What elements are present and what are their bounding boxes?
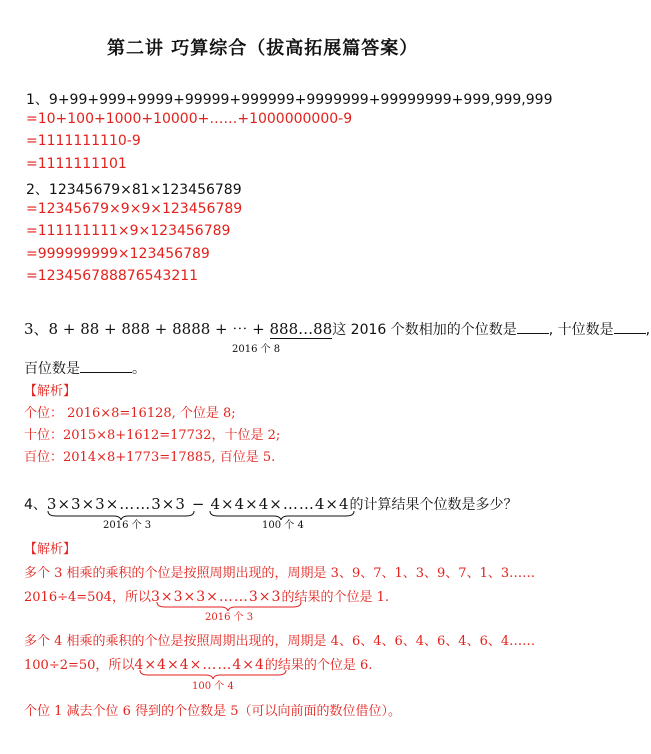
problem-4-conclusion: 个位 1 减去个位 6 得到的个位数是 5（可以向前面的数位借位）。	[24, 704, 401, 719]
problem-3-question	[24, 318, 650, 339]
problem-4-analysis-1: 多个 3 相乘的乘积的个位是按照周期出现的，周期是 3、9、7、1、3、9、7、1、3……	[24, 566, 536, 581]
problem-4-sub-b: 100 个 4	[262, 520, 304, 531]
problem-4-analysis-4-expr: 4×4×4×……4×4	[134, 657, 265, 673]
problem-1-step-3: =1111111101	[26, 156, 127, 172]
problem-3-analysis-label: 【解析】	[24, 384, 77, 399]
problem-2-question: 2、12345679×81×123456789	[26, 182, 242, 198]
problem-4-analysis-label: 【解析】	[24, 542, 77, 557]
problem-3-blank-units	[517, 321, 549, 334]
problem-3-blank-hundreds	[80, 360, 132, 373]
problem-4-expr-a: 3×3×3×……3×3	[46, 495, 186, 513]
problem-2-step-2: =111111111×9×123456789	[26, 223, 231, 239]
problem-3-end: ,	[645, 322, 651, 338]
problem-4-sub-a: 2016 个 3	[103, 520, 152, 531]
problem-3-term	[270, 320, 333, 338]
problem-1-step-1: =10+100+1000+10000+……+1000000000-9	[26, 111, 353, 127]
problem-3-term-subscript: 2016 个 8	[232, 344, 281, 355]
problem-4-tail: 的计算结果个位数是多少？	[349, 497, 518, 513]
problem-4-analysis-4-sub: 100 个 4	[192, 681, 234, 692]
problem-1-step-2: =1111111110-9	[26, 133, 141, 149]
page-title: 第二讲 巧算综合（拔高拓展篇答案）	[107, 38, 419, 59]
problem-3-analysis-3: 百位：2014×8+1773=17885, 百位是 5.	[24, 450, 276, 465]
problem-3-analysis-2: 十位：2015×8+1612=17732，十位是 2;	[24, 428, 281, 443]
problem-3-line2	[24, 358, 146, 378]
problem-4-minus: −	[191, 495, 205, 513]
problem-3-line2-end: 。	[132, 361, 146, 377]
problem-4-analysis-3: 多个 4 相乘的乘积的个位是按照周期出现的，周期是 4、6、4、6、4、6、4、6、4……	[24, 634, 536, 649]
problem-3-term-text: 888…88	[269, 320, 333, 338]
problem-1-question: 1、9+99+999+9999+99999+999999+9999999+99999999+999,999,999	[26, 92, 553, 108]
problem-2-step-1: =12345679×9×9×123456789	[26, 201, 243, 217]
problem-4-analysis-4-pre: 100÷2=50，所以	[24, 658, 135, 673]
problem-4-analysis-2-sub: 2016 个 3	[205, 612, 254, 623]
problem-4-analysis-2-post: 的结果的个位是 1.	[281, 590, 389, 605]
problem-2-step-3: =999999999×123456789	[26, 246, 210, 262]
problem-4-analysis-2-expr: 3×3×3×……3×3	[150, 589, 282, 605]
problem-3-text: 这 2016 个数相加的个位数是	[332, 322, 517, 338]
problem-3-mid: , 十位数是	[548, 322, 614, 338]
problem-3-lead: 3、8 + 88 + 888 + 8888 + ⋯ +	[24, 320, 270, 338]
problem-4-analysis-4-post: 的结果的个位是 6.	[264, 658, 373, 673]
problem-2-step-4: =123456788876543211	[26, 268, 199, 284]
problem-3-blank-tens	[614, 321, 646, 334]
problem-4-analysis-2-pre: 2016÷4=504，所以	[24, 590, 151, 605]
problem-4-expr-b: 4×4×4×……4×4	[210, 495, 350, 513]
problem-3-line2-text: 百位数是	[24, 361, 80, 377]
problem-3-analysis-1: 个位： 2016×8=16128, 个位是 8;	[24, 406, 236, 421]
problem-4-number: 4、	[24, 497, 47, 513]
